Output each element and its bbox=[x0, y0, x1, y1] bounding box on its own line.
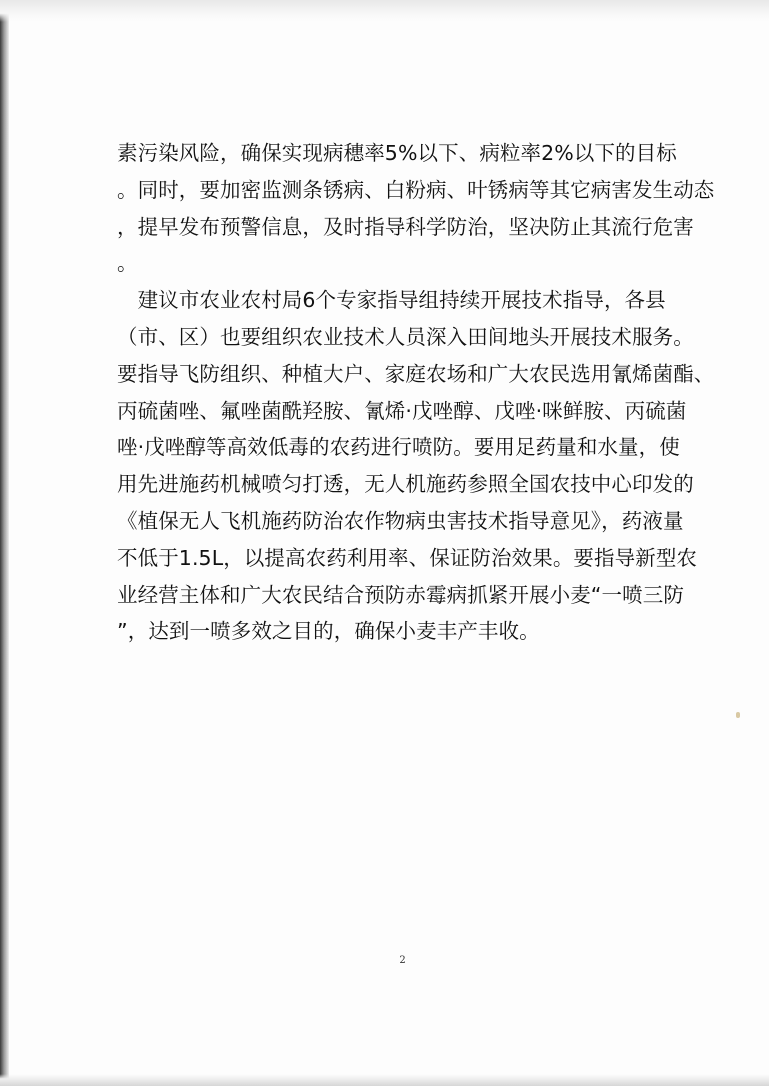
text-line: 素污染风险，确保实现病穗率5%以下、病粒率2%以下的目标 bbox=[117, 141, 677, 165]
scan-speck bbox=[736, 712, 740, 718]
text-line: 。 bbox=[117, 251, 138, 276]
text-line: 丙硫菌唑、氟唑菌酰羟胺、氰烯·戊唑醇、戊唑·咪鲜胺、丙硫菌 bbox=[117, 398, 687, 423]
text-line: 业经营主体和广大农民结合预防赤霉病抓紧开展小麦“一喷三防 bbox=[117, 582, 684, 607]
text-line: ”，达到一喷多效之目的，确保小麦丰产丰收。 bbox=[117, 619, 540, 644]
scan-edge-bottom bbox=[0, 1074, 769, 1086]
body-text bbox=[117, 135, 715, 650]
page-number: 2 bbox=[399, 955, 406, 966]
text-line: （市、区）也要组织农业技术人员深入田间地头开展技术服务。 bbox=[117, 324, 694, 349]
scan-edge-left bbox=[0, 0, 9, 1086]
text-line: 唑·戊唑醇等高效低毒的农药进行喷防。要用足药量和水量，使 bbox=[117, 435, 680, 460]
text-line: 用先进施药机械喷匀打透，无人机施药参照全国农技中心印发的 bbox=[117, 472, 694, 497]
text-line: 建议市农业农村局6个专家指导组持续开展技术指导，各县 bbox=[117, 288, 666, 313]
text-line: 要指导飞防组织、种植大户、家庭农场和广大农民选用氰烯菌酯、 bbox=[117, 361, 715, 386]
text-line: 不低于1.5L，以提高农药利用率、保证防治效果。要指导新型农 bbox=[117, 545, 698, 570]
text-line: 。同时，要加密监测条锈病、白粉病、叶锈病等其它病害发生动态 bbox=[117, 177, 715, 202]
scan-edge-top bbox=[0, 0, 769, 22]
text-line: ，提早发布预警信息，及时指导科学防治，坚决防止其流行危害 bbox=[117, 214, 694, 239]
text-line: 《植保无人飞机施药防治农作物病虫害技术指导意见》，药液量 bbox=[117, 508, 684, 533]
